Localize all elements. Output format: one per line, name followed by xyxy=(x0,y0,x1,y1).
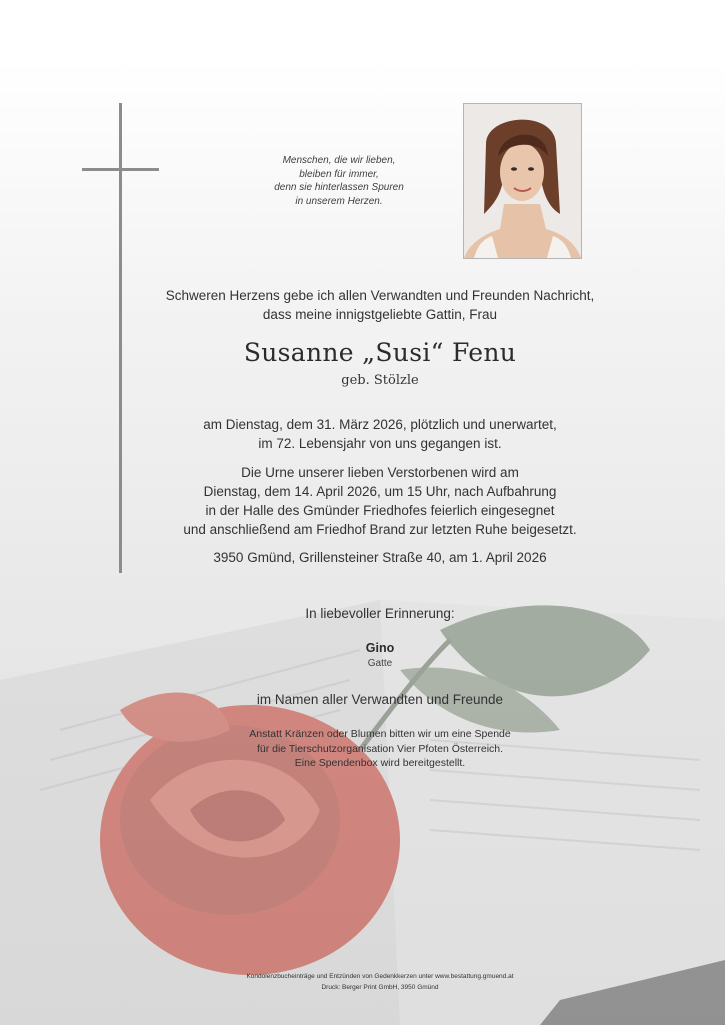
donation-line: für die Tierschutzorganisation Vier Pfoten Österreich. xyxy=(256,742,504,755)
footer-line: Druck: Berger Print GmbH, 3950 Gmünd xyxy=(321,983,439,991)
funeral-line: und anschließend am Friedhof Brand zur letzten Ruhe beigesetzt. xyxy=(183,522,577,537)
deceased-name: Susanne „Susi“ Fenu xyxy=(243,338,517,367)
footer-line: Kondolenzbucheinträge und Entzünden von Gedenkkerzen unter www.bestattung.gmuend.at xyxy=(246,973,514,980)
funeral-line: in der Halle des Gmünder Friedhofes feierlich eingesegnet xyxy=(205,503,555,518)
death-line: am Dienstag, dem 31. März 2026, plötzlich und unerwartet, xyxy=(203,417,557,432)
maiden-name: geb. Stölzle xyxy=(341,373,419,388)
death-line: im 72. Lebensjahr von uns gegangen ist. xyxy=(258,436,502,451)
funeral-line: Dienstag, dem 14. April 2026, um 15 Uhr, nach Aufbahrung xyxy=(203,484,557,499)
quote-line: bleiben für immer, xyxy=(299,168,379,180)
signer-relation: Gatte xyxy=(367,658,393,669)
cross-icon-bar xyxy=(82,168,159,171)
funeral-line: Die Urne unserer lieben Verstorbenen wird am xyxy=(241,465,519,480)
place-and-date: 3950 Gmünd, Grillensteiner Straße 40, am 1. April 2026 xyxy=(213,550,547,565)
memory-line: In liebevoller Erinnerung: xyxy=(305,606,455,621)
quote-line: denn sie hinterlassen Spuren xyxy=(274,182,404,193)
quote-line: Menschen, die wir lieben, xyxy=(282,155,396,166)
signer-name: Gino xyxy=(365,641,395,655)
donation-line: Anstatt Kränzen oder Blumen bitten wir um eine Spende xyxy=(249,728,511,740)
portrait-photo xyxy=(463,103,582,259)
footer xyxy=(120,972,640,993)
family-line: im Namen aller Verwandten und Freunde xyxy=(256,692,504,707)
memorial-quote xyxy=(250,154,428,208)
quote-line: in unserem Herzen. xyxy=(295,195,383,207)
intro-line: dass meine innigstgeliebte Gattin, Frau xyxy=(262,307,498,322)
donation-line: Eine Spendenbox wird bereitgestellt. xyxy=(294,757,466,769)
funeral-details xyxy=(120,463,640,539)
donation-notice xyxy=(120,727,640,771)
intro-text xyxy=(120,286,640,324)
rose-on-book-image xyxy=(0,560,725,1025)
death-notice xyxy=(120,415,640,453)
intro-line: Schweren Herzens gebe ich allen Verwandten und Freunden Nachricht, xyxy=(165,288,595,303)
